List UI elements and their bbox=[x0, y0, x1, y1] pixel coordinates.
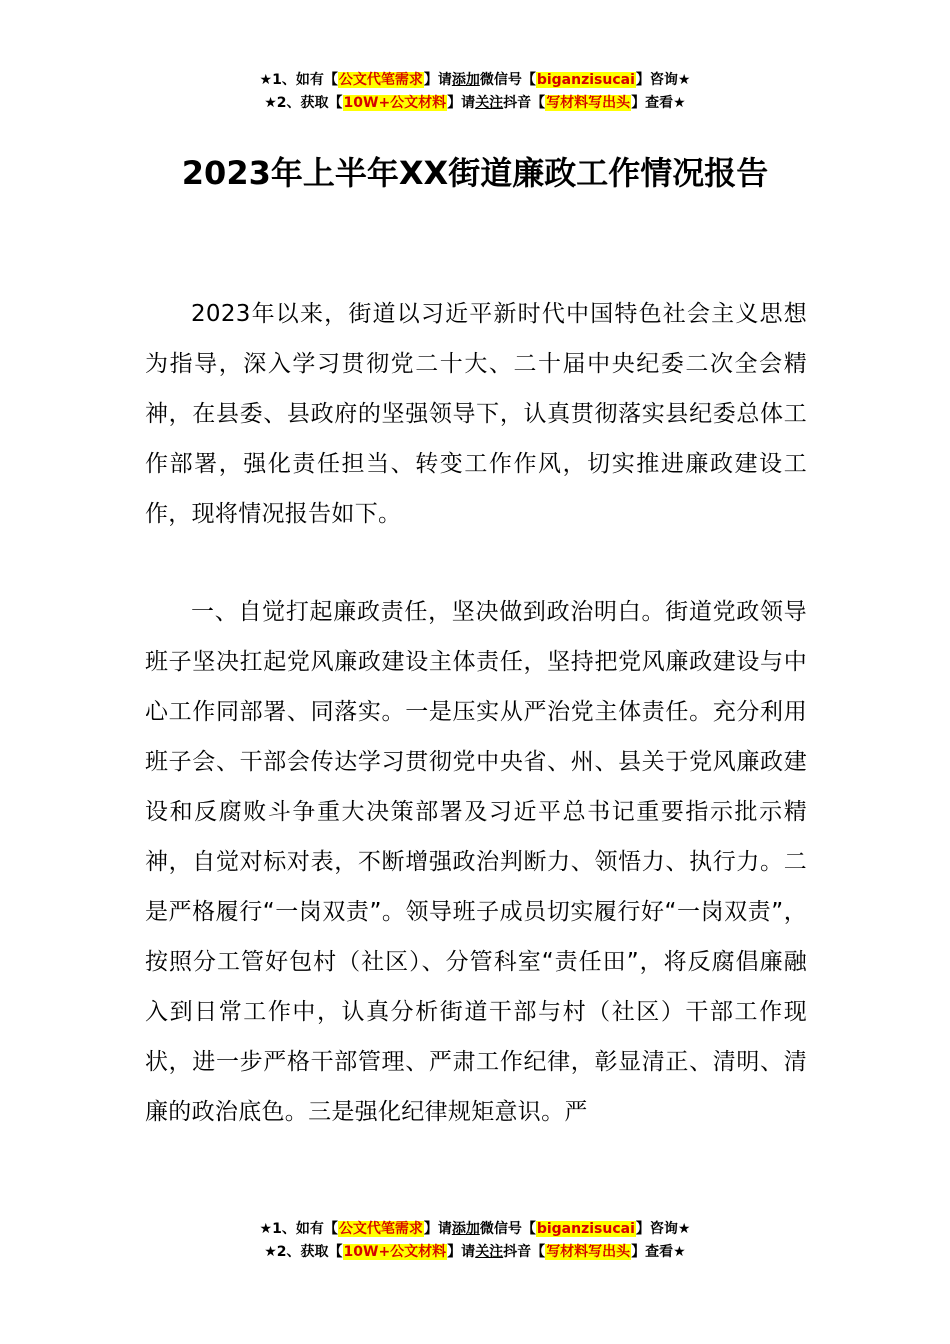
footer-banner bbox=[0, 1218, 950, 1264]
banner-text: ★1、如有【 bbox=[259, 72, 338, 88]
banner-text: 】查看★ bbox=[631, 95, 686, 111]
document-title: 2023年上半年XX街道廉政工作情况报告 bbox=[181, 154, 769, 192]
banner-highlight-wechat: biganzisucai bbox=[536, 1221, 635, 1237]
banner-text: 】请 bbox=[423, 1221, 452, 1237]
banner-emphasis: 添加 bbox=[451, 72, 480, 88]
banner-highlight-service: 公文代笔需求 bbox=[338, 1221, 423, 1237]
banner-highlight-wechat: biganzisucai bbox=[536, 72, 635, 88]
banner-text: 】请 bbox=[423, 72, 452, 88]
banner-text: 抖音【 bbox=[503, 1244, 546, 1260]
banner-text: 】查看★ bbox=[631, 1244, 686, 1260]
banner-highlight-service: 公文代笔需求 bbox=[338, 72, 423, 88]
header-banner bbox=[0, 69, 950, 115]
banner-line-1 bbox=[0, 69, 950, 92]
banner-text: ★2、获取【 bbox=[264, 1244, 343, 1260]
banner-text: 微信号【 bbox=[479, 72, 536, 88]
banner-line-1 bbox=[0, 1218, 950, 1241]
banner-text: 】咨询★ bbox=[635, 1221, 691, 1237]
banner-text: ★2、获取【 bbox=[264, 95, 343, 111]
banner-emphasis: 添加 bbox=[451, 1221, 480, 1237]
banner-highlight-materials: 10W+公文材料 bbox=[343, 95, 447, 111]
banner-text: 抖音【 bbox=[503, 95, 546, 111]
banner-text: 微信号【 bbox=[479, 1221, 536, 1237]
banner-text: 】请 bbox=[447, 1244, 476, 1260]
paragraph-intro: 2023年以来，街道以习近平新时代中国特色社会主义思想为指导，深入学习贯彻党二十大、二十届中央纪委二次全会精神，在县委、县政府的坚强领导下，认真贯彻落实县纪委总体工作部署，强化责任担当、转变工作作风，切实推进廉政建设工作，现将情况报告如下。 bbox=[145, 301, 807, 527]
banner-emphasis: 关注 bbox=[475, 1244, 504, 1260]
banner-text: 】请 bbox=[447, 95, 476, 111]
banner-highlight-douyin: 写材料写出头 bbox=[546, 95, 631, 111]
banner-line-2 bbox=[0, 1241, 950, 1264]
banner-text: 】咨询★ bbox=[635, 72, 691, 88]
banner-highlight-douyin: 写材料写出头 bbox=[546, 1244, 631, 1260]
banner-highlight-materials: 10W+公文材料 bbox=[343, 1244, 447, 1260]
banner-line-2 bbox=[0, 92, 950, 115]
banner-text: ★1、如有【 bbox=[259, 1221, 338, 1237]
banner-emphasis: 关注 bbox=[475, 95, 504, 111]
paragraph-section-one: 一、自觉打起廉政责任，坚决做到政治明白。街道党政领导班子坚决扛起党风廉政建设主体责任，坚持把党风廉政建设与中心工作同部署、同落实。一是压实从严治党主体责任。充分利用班子会、干部会传达学习贯彻党中央省、州、县关于党风廉政建设和反腐败斗争重大决策部署及习近平总书记重要指示批示精神，自觉对标对表，不断增强政治判断力、领悟力、执行力。二是严格履行“一岗双责”。领导班子成员切实履行好“一岗双责”，按照分工管好包村（社区）、分管科室“责任田”，将反腐倡廉融入到日常工作中，认真分析街道干部与村（社区）干部工作现状，进一步严格干部管理、严肃工作纪律，彰显清正、清明、清廉的政治底色。三是强化纪律规矩意识。严 bbox=[145, 599, 807, 1125]
